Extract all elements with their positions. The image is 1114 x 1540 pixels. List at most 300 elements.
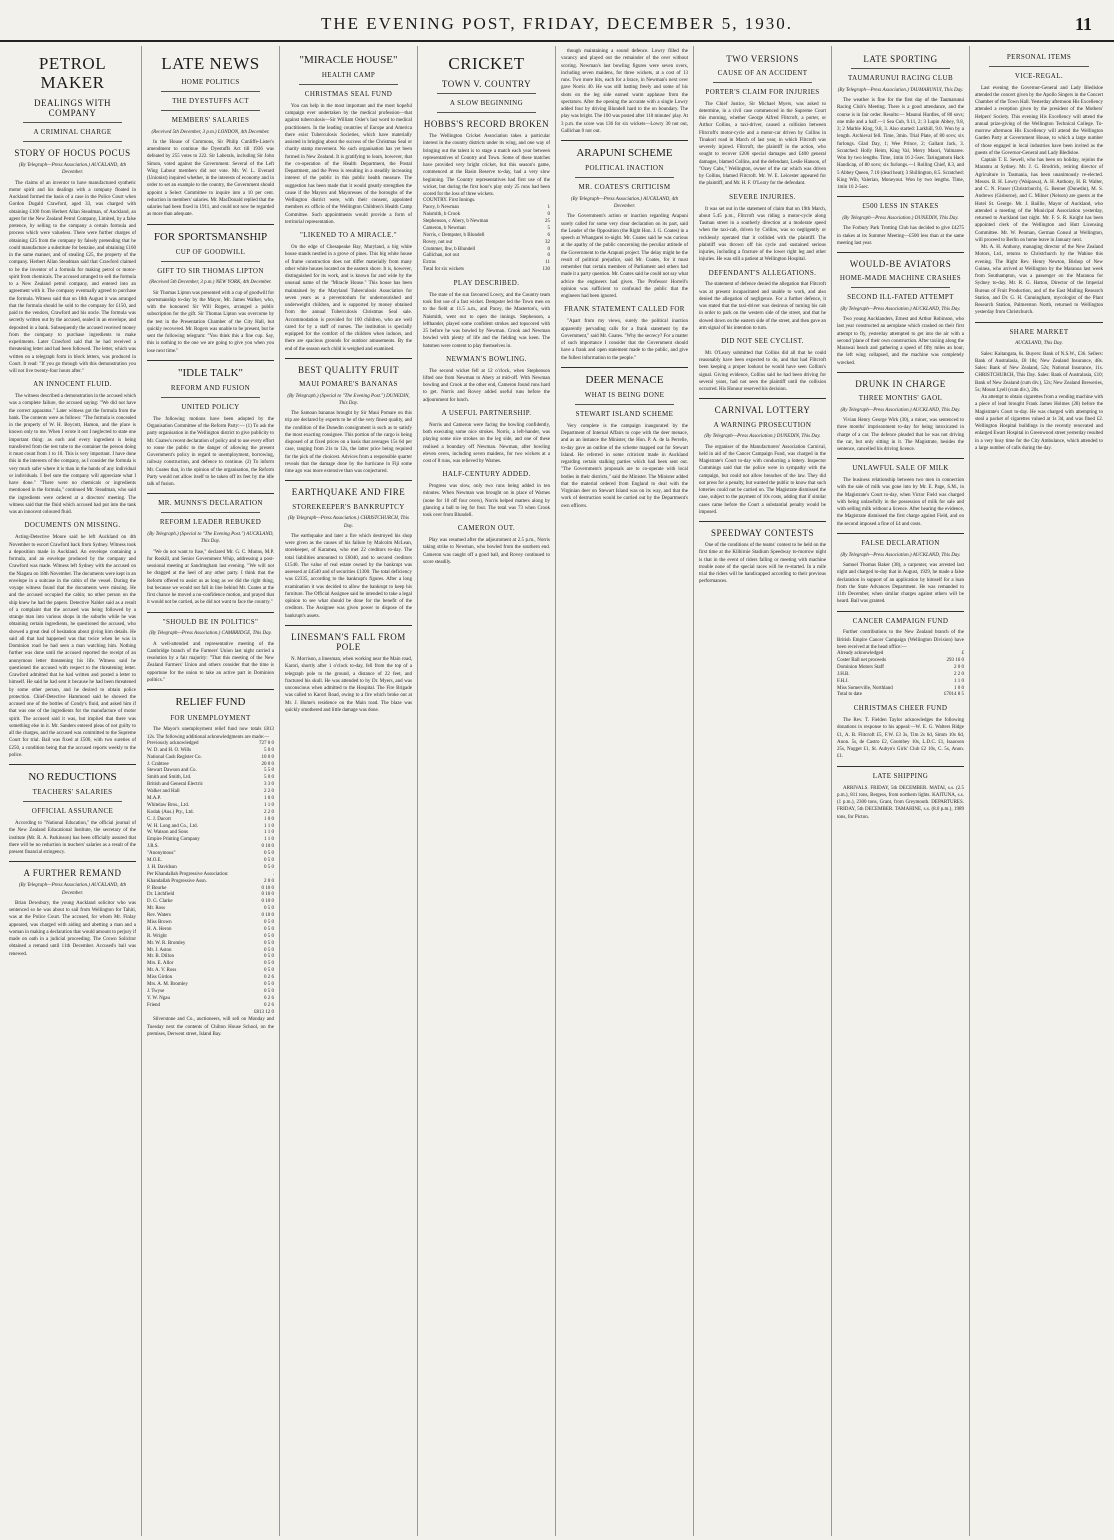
row-value: 0 xyxy=(547,246,550,252)
article-divider xyxy=(699,521,826,522)
article-text: Progress was slow, only two runs being added in ten minutes. When Newman was brought on in place of Warnes (none for 10 off four overs), Norris helped matters along by glancing a ball to leg for four. The total was 73 when Crook took over from Blundell. xyxy=(423,484,550,519)
row-label: Mr. Ross xyxy=(147,906,166,912)
headline: DEER MENACE xyxy=(585,373,664,386)
dateline: (By Telegraph—Press Association.) DUNEDIN, This Day. xyxy=(842,216,959,222)
headline-separator xyxy=(575,177,674,178)
table-row xyxy=(147,1003,274,1010)
row-value: . xyxy=(272,871,274,877)
table-row xyxy=(147,789,274,796)
article-text: The Chief Justice, Sir Michael Myers, was asked to determine, in a civil case commenced in the Supreme Court this morning, whether George Alfred Flitcroft, a porter, or Arthur Collins, a taxi-driver, caused a collision between Flitcroft's motor-cycle and a motor-car driven by Collins in Tinakori road in March of last year, in which Flitcroft was severely injured. Flitcroft, the plaintiff in the action, who sought to recover £206 special damages and £400 general damages, blamed Collins, and the defendant, Leslie Hanson, of "Ozey Cabs," Wellington, owner of the car which was driven by Collins, blamed Flitcroft. Mr. W. E. Leicester appeared for the plaintiff, and Mr. H. F. O'Leary for the defendant. xyxy=(699,101,826,187)
headline: GIFT TO SIR THOMAS LIPTON xyxy=(157,266,264,275)
row-label: Crummer, lbw, b Blundell xyxy=(423,246,476,252)
headline: "MIRACLE HOUSE" xyxy=(299,54,398,66)
table-row xyxy=(147,762,274,769)
row-label: M.O.E. xyxy=(147,857,162,863)
headline: TEACHERS' SALARIES xyxy=(32,788,113,797)
article-divider xyxy=(147,360,274,361)
row-value: 1 1 0 xyxy=(264,837,274,843)
headline: SPEEDWAY CONTESTS xyxy=(710,528,815,539)
row-value: £7014 8 5 xyxy=(944,692,964,698)
article-text: The witness described a demonstration in the accused which was a complete failure, the accused saying: "We did not have the correct apparatus." Later witness got the formula from the bank. The contents were as follows: "The formula is concealed in the property of W. H. Boycott, Hamon, and the place is known only to me. When I wrote it out I neglected to state one important thing: as each and every ingredient is being transferred from the test tube to the container the person doing it must count from 1 to 10. This is very important. I have done this in the interests of the company, as I consider the formula is very much safer where it is than in the hands of any individual or individuals. I feel sure the company will appreciate what I have done." "There were no chemicals or ingredients mentioned in the formula," continued Mr. Steadman, who said the ingredients were ordered at a directors' meeting. The witness said that the fluid which accused had put into the tank was an innocent coloured fluid. xyxy=(9,394,136,516)
table-row xyxy=(147,803,274,810)
row-value: 0 xyxy=(547,253,550,259)
headline: "SHOULD BE IN POLITICS" xyxy=(162,617,259,626)
column-3 xyxy=(280,46,418,1536)
column-7 xyxy=(832,46,970,1536)
table-row xyxy=(147,768,274,775)
article-divider xyxy=(9,764,136,765)
row-label: Whitelaw Bros., Ltd. xyxy=(147,802,190,808)
headline-separator xyxy=(575,404,674,405)
headline: LATE SPORTING xyxy=(863,54,938,64)
table-row xyxy=(147,879,274,886)
row-value: 1 1 0 xyxy=(954,678,964,684)
table-row xyxy=(147,748,274,755)
article-text: Sales: Kaitangata, 6s. Buyers: Bank of N.S.W., £36. Sellers: Bank of Australasia, £8 18s; New Zealand Insurance, 48s. Sales: Bank of New Zealand, 52s; National Insurance, 11s. CHRISTCHURCH, This Day. Sales: Bank of Australasia, £10; Bank of New Zealand (cum div.), 52s; New Zealand Breweries, 5s; Mount Lyell (cum div.), 20s. xyxy=(975,351,1103,393)
article-text: Acting-Detective Moore said he left Auckland on 4th November to escort Crawford back from Sydney. Witness took a deposition made in Auckland. An envelope containing a formula, and an envelope produced by the company and Crawford was made. Witness left Sydney with the accused on the Niagara on 18th November. The documents were kept in an envelope in a suitcase in the cabin of the vessel. During the voyage witness found that the documents were missing. He and the accused occupied the cabin; no other person on the ship knew he had the papers. Detective Nalder said as a result of a complaint that the accused was being followed by a strange man into various shops in the suburbs while he was obtaining certain ingredients, he questioned the accused, who showed a great deal of hesitation about giving him details. He said all that had happened was that twice when he was in Dominion road he had seen a man watching him. Nothing further was done until the accused reported the receipt of an anonymous letter threatening his life. Witness said he questioned the accused with respect to the threatening letter. Crawford admitted that he had written and posted a letter to himself. He said he had sent it because he had been threatened by some other person, and he desired to obtain police protection. Chief-Detective Hammond said he showed the accused one of the bottles of Condy's fluid, and asked him if that was one of the ingredients for the manufacture of motor spirit. The accused said it was, but implied that there was something else in it. Mr. Sanders entered pleas of not guilty to all the charges, and the accused was committed to the Supreme Court for trial. Bail was fixed at £500, with two sureties of £250, a condition being that the accused reports weekly to the police. xyxy=(9,535,136,758)
headline: STORY OF HOCUS POCUS xyxy=(14,148,131,159)
dateline: (By Telegraph—Press Association.) TAUMARUNUI, This Day. xyxy=(837,87,964,93)
headline: WHAT IS BEING DONE xyxy=(584,391,665,400)
headline: CAMERON OUT. xyxy=(457,524,516,533)
headline: MEMBERS' SALARIES xyxy=(171,115,250,124)
table-row xyxy=(147,899,274,906)
row-value: 32 xyxy=(545,239,550,245)
headline: FALSE DECLARATION xyxy=(861,538,940,547)
dateline: (By Telegraph—Press Association.) DUNEDIN, This Day. xyxy=(704,434,821,440)
article-divider xyxy=(9,861,136,862)
headline: A WARNING PROSECUTION xyxy=(713,420,812,429)
article-divider xyxy=(837,458,964,459)
article-text: Samuel Thomas Baker (38), a carpenter, was arrested last night and charged to-day that in August, 1929, he made a false declaration in support of an application by himself for a loan from the State Advances Department. He was remanded to 11th December, when similar charges against others will be heard. Bail was granted. xyxy=(837,563,964,605)
headline: SECOND ILL-FATED ATTEMPT xyxy=(847,293,954,302)
row-value: 0 5 0 xyxy=(264,926,274,932)
row-value: 0 5 0 xyxy=(264,919,274,925)
row-value: 0 5 0 xyxy=(264,906,274,912)
row-label: Mr. W. R. Bromley xyxy=(147,940,186,946)
article-text: The claims of an inventor to have manufactured synthetic motor spirit and his dealings with a company floated in Auckland formed the basis of a case in the Police Court when Gordon Dugald Crawford, aged 33, was charged with obtaining £100 from Herbert Allan Steadman, of Auckland, an agent for the New Zealand Petrol Company, Limited, by a false pretence, by selling to the company a certain formula and process which were valueless. There were further charges of obtaining £25 from the company by falsely pretending that he could manufacture a substitute for benzine, and obtaining £160 in the same manner, and of stealing £25, the property of the company. Herbert Allan Steadman said that Crawford claimed to be the inventor of a formula for making petrol or motor-spirit from chemicals. The accused arranged to sell the formula to a New Zealand petrol company, and entered into an agreement with it. The company eventually agreed to purchase the formula. Witness said that on 18th August it was arranged that the formula should be sold to the company for £150, and paid to the vendors, Crawford and his uncle. The formula was secretly written out by the accused, sealed in an envelope, and deposited in a bank. Subsequently the accused received money from the company to purchase ingredients to make experiments. Later Crawford said that he had received a threatening letter and had been followed. The letter, which was written on a telegraph form in block letters, was produced in Court. It read: "If you go through with this demonstration you will not live twenty-four hours after." xyxy=(9,180,136,375)
table-row xyxy=(147,741,274,748)
row-label: Total for six wickets xyxy=(423,267,464,273)
headline: THREE MONTHS' GAOL xyxy=(858,394,943,403)
article-text: Play was resumed after the adjournment at 2.5 p.m., Norris taking strike to Newman, who bowled from the southern end. Cameron was caught off a good ball, and Rovey continued to score steadily. xyxy=(423,538,550,565)
table-row xyxy=(147,755,274,762)
row-label: Naismith, b Crook xyxy=(423,212,461,218)
table-row xyxy=(147,810,274,817)
headline-separator xyxy=(161,91,260,92)
headline: CAUSE OF AN ACCIDENT xyxy=(717,69,808,78)
table-row xyxy=(423,253,550,260)
page-number: 11 xyxy=(1074,14,1092,34)
headline: LATE NEWS xyxy=(161,54,260,73)
headline-separator xyxy=(161,110,260,111)
headline-separator xyxy=(161,512,260,513)
dateline: (By Telegraph—Press Association.) CHRISTCHURCH, This Day. xyxy=(288,516,409,529)
article-text: The state of the sun favoured Lowry, and the Country team took first use of a fast wicket. Dempster led the Town men on to the field at 11.5 a.m., and Pacey, the Masterton's, with Naismith, went out to open the innings. Stephenson, a lefthander, played some confident strokes and topscored with 25 before he was bowled by Newman. Crook and Newman bowled with plenty of life and the fielding was keen. The batsmen were content to play themselves in. xyxy=(423,292,550,349)
headline: FRANK STATEMENT CALLED FOR xyxy=(564,305,685,314)
table-row xyxy=(837,651,964,658)
table-row xyxy=(147,824,274,831)
row-value: 1 0 0 xyxy=(954,685,964,691)
table-row xyxy=(147,927,274,934)
table-row xyxy=(147,954,274,961)
table-row xyxy=(147,996,274,1003)
headline: DEALINGS WITH COMPANY xyxy=(33,98,112,119)
dateline: (Received 5th December, 3 p.m.) NEW YORK, 4th December. xyxy=(149,280,272,286)
row-label: Total to date xyxy=(837,692,862,698)
column-6 xyxy=(694,46,832,1536)
row-label: W. Watson and Sons xyxy=(147,830,188,836)
table-row xyxy=(147,906,274,913)
headline: SEVERE INJURIES. xyxy=(729,192,796,201)
article-text: Further contributions to the New Zealand branch of the British Empire Cancer Campaign (Wellington Division) have been received at the head office:— xyxy=(837,630,964,650)
headline: POLITICAL INACTION xyxy=(585,164,664,173)
article-divider xyxy=(837,766,964,767)
headline: LINESMAN'S FALL FROM POLE xyxy=(291,631,406,652)
headline: SHARE MARKET xyxy=(1009,327,1069,336)
row-label: D. G. Clarke xyxy=(147,899,173,905)
headline: PORTER'S CLAIM FOR INJURIES xyxy=(705,87,820,96)
table-row xyxy=(423,205,550,212)
row-label: Dr. Litchfield xyxy=(147,892,175,898)
article-divider xyxy=(837,196,964,197)
list-table xyxy=(837,651,964,699)
row-value: 1 0 0 xyxy=(264,816,274,822)
dateline: (By Telegraph—Press Association.) AUCKLAND, 4th December. xyxy=(570,196,679,210)
article-text: On the edge of Chesapeake Bay, Maryland, a big white house stands nestled in a grove of pines. This big white house of frame construction does not differ materially from many other white houses located on the eastern shore. It is, however, distinguished for its work, and is known far and wide by the unusual name of the "Miracle House." This house has been maintained by the Maryland Tuberculosis Association for seven years as a preventorium for undernourished and underweight children, and is supported by money obtained from the annual Tuberculosis Christmas Seal sale. Accommodation is provided for 100 children, who are well cared for by a staff of nurses. The institution is specially equipped for the comfort of the children when indoors, and there are spacious grounds for outdoor amusements. By the end of the season each child is weighed and examined. xyxy=(285,245,412,352)
row-label: Mr. J. Aston xyxy=(147,947,172,953)
row-value: 11 xyxy=(545,260,550,266)
article-text: You can help in the most important and the most hopeful campaign ever undertaken by the medical profession—that against tuberculosis—Sir William Osler's last word to medical practitioners. In the leading countries of Europe and America there exist Tuberculosis Societies, which have materially assisted in bringing about the success of the Christmas Seal or charity stamp movement. No such organisation has yet been formed in New Zealand. It is gratifying to learn, however, that the co-operation of the Health Department, the Postal Department, and the Press is resulting in a steadily increasing interest of the public in this public health measure. The suggestion has been made that it would greatly strengthen the cause if the Mayors and Mayoresses of the boroughs of the Wellington district were, with their consent, appointed members ex officio of the Wellington Children's Health Camp Committee. Such appointments would provide a form of territorial representation. xyxy=(285,103,412,225)
headline: DEFENDANT'S ALLEGATIONS. xyxy=(708,268,817,277)
headline-separator xyxy=(299,84,398,85)
row-label: Dominion Motors Staff xyxy=(837,664,884,670)
row-label: Mr. A. V. Ross xyxy=(147,968,177,974)
headline: EARTHQUAKE AND FIRE xyxy=(291,487,406,498)
table-row xyxy=(147,989,274,996)
row-value: 0 5 0 xyxy=(264,988,274,994)
row-value: 1 1 0 xyxy=(264,823,274,829)
table-row xyxy=(837,658,964,665)
table-row xyxy=(147,968,274,975)
article-divider xyxy=(975,322,1103,323)
row-value: 0 5 0 xyxy=(264,954,274,960)
row-label: W. H. Long and Co., Ltd. xyxy=(147,823,198,829)
row-label: H. A. Heron xyxy=(147,926,172,932)
row-label: Miss Somerville, Northland xyxy=(837,685,893,691)
row-value: 2 2 0 xyxy=(264,809,274,815)
row-value: 1 1 0 xyxy=(264,830,274,836)
table-row xyxy=(147,858,274,865)
article-text: The Rev. T. Fielden Taylor acknowledges the following donations in response to his appeal:—W. E. G. Walters Ridge £1, A. B. Flitcroft £5, F.W. £3 3s, Tim 2s 6d, Simm 10s 6d, Anon. 5s, de Castro £2, Coombey 10s, L.D.C. £1, Isaacson 25s, Nugget £1, St. Aubyn's Girls' Club £2 10s, C. 5s, Anon. £1. xyxy=(837,718,964,760)
headline: DOCUMENTS ON MISSING. xyxy=(24,521,121,530)
row-value: 1 1 0 xyxy=(264,802,274,808)
row-label: Mrs. E. Allor xyxy=(147,961,174,967)
table-row xyxy=(147,934,274,941)
headline: LATE SHIPPING xyxy=(872,771,929,780)
headline: ARAPUNI SCHEME xyxy=(576,147,673,159)
headline: REFORM AND FUSION xyxy=(170,384,251,393)
table-row xyxy=(147,872,274,879)
article-text: The second wicket fell at 12 o'clock, when Stephenson lifted one from Newman to Abery at mid-off. With Newman bowling and Crook at the other end, Cameron found runs hard to get. Norris and Rovey added useful runs before the adjournment for lunch. xyxy=(423,368,550,403)
headline: FOR UNEMPLOYMENT xyxy=(170,713,251,722)
row-label: J. Crabtree xyxy=(147,761,169,767)
headline: CANCER CAMPAIGN FUND xyxy=(852,616,949,625)
row-label: Miss Girdon xyxy=(147,975,173,981)
article-text: N. Morrison, a linesman, when working near the Main road, Karori, shortly after 1 o'clock to-day, fell from the top of a telegraph pole to the ground, a distance of 22 feet, and fractured his skull. He was attended to by Dr. Myers, and was unconscious when admitted to the Hospital. The Fire Brigade was called to Karori Road, owing to a fire which broke out at Mr. J. Hume's residence on the Main road. The blaze was quickly smothered and little damage was done. xyxy=(285,657,412,713)
row-value: 0 2 6 xyxy=(264,975,274,981)
headline: "LIKENED TO A MIRACLE." xyxy=(299,231,398,240)
table-row xyxy=(837,679,964,686)
headline: A CRIMINAL CHARGE xyxy=(33,128,112,137)
headline-separator xyxy=(161,397,260,398)
column-4 xyxy=(418,46,556,1536)
dateline: (Received 5th December, 3 p.m.) LONDON, 4th December. xyxy=(151,129,270,135)
row-value: 5 xyxy=(547,225,550,231)
headline-separator xyxy=(23,122,122,123)
row-label: Previously acknowledged xyxy=(147,740,199,746)
headline: MR. COATES'S CRITICISM xyxy=(578,183,671,192)
headline-separator xyxy=(437,93,536,94)
row-value: 0 10 0 xyxy=(261,885,274,891)
row-label: F.H.J. xyxy=(837,678,849,684)
row-value: 0 5 0 xyxy=(264,961,274,967)
masthead xyxy=(0,0,1114,42)
row-value: 0 10 0 xyxy=(261,899,274,905)
row-value: 2 0 0 xyxy=(954,664,964,670)
dateline: (By Telegraph—Press Association.) AUCKLAND, This Day. xyxy=(840,306,961,312)
article-text: Brian Dewsbury, the young Auckland solicitor who was sentenced so he was about to sail from Wellington for Tahiti, was at the Police Court. The accused, for whom Mr. Finlay appeared, was charged with aiding and abetting a man and a woman in making a declaration that would amount to perjury if made on oath in a judicial proceeding. The Crown Solicitor obtained a remand until 11th December. Accused's bail was renewed. xyxy=(9,900,136,957)
headline: PLAY DESCRIBED. xyxy=(453,279,520,288)
table-row xyxy=(837,692,964,699)
row-label: Rev. Waters xyxy=(147,913,171,919)
article-text: A well-attended and representative meeting of the Cambridge branch of the Farmers' Union last night carried a resolution by a fair majority: "That this meeting of the New Zealand Farmers' Union and others consider that the time is opportune for the union to take an active part in Dominion politics." xyxy=(147,641,274,683)
table-row xyxy=(147,865,274,872)
row-label: Extras xyxy=(423,260,436,266)
headline-separator xyxy=(851,68,950,69)
headline: UNLAWFUL SALE OF MILK xyxy=(852,464,949,473)
article-text: The Mayor's unemployment relief fund now totals £813 12s. The following additional acknowledgments are made:— xyxy=(147,727,274,740)
headline: A FURTHER REMAND xyxy=(23,868,122,879)
article-text: The weather is fine for the first day of the Taumarunui Racing Club's Meeting. There is a good attendance, and the course is in fair order. Results:— Maunui Hurdles, of 80 sovs; one mile and a half.—1 Sea Cub, 9.11, 2; 3 Lupin Abbey, 9.8, 3; 2 Marble King, 9.8, 3. Also started: Larkhill, 9.0. Won by a length. Archieval fell. Time, 3min. Trial Plate, of 80 sovs; six furlongs. Glad Day, 1; Wee Prince, 2; Gallant Jack, 3. Scratched: Holly Heim, King Val, Merry Maori, Valmaree. Won by two lengths. Time, 1min 16 2-5sec. Taringamotu Hack Handicap, of 80 sovs; six furlongs.—1 Rolling Chief, 8.3, and 5 Abbey Queen, 7.10 (dead heat); 3 Shillington, 8.5. Scratched: King Wib, Valerian, Moneyout. Won by two lengths. Time, 1min 16 2-5sec. xyxy=(837,98,964,191)
row-value: 25 xyxy=(545,218,550,224)
headline: FOR SPORTSMANSHIP xyxy=(153,230,268,243)
row-value: 5 0 0 xyxy=(264,775,274,781)
row-label: P. Bourke xyxy=(147,885,167,891)
article-text: "We do not want to fuse," declared Mr. G. C. Munns, M.P. for Roskill, and Senior Government Whip, addressing a post-sessional meeting at Sandringham last evening. "We will not be dragged at the heel of any other party. I think that the Reform offered to assist us as long as we did the right thing, but because we would not fall in line behind Mr. Coates at the first chance he moved a no-confidence motion, and prayed that it would not be carried, as he did not want to face the country." xyxy=(147,549,274,606)
headline: CHRISTMAS SEAL FUND xyxy=(304,90,393,99)
article-divider xyxy=(561,367,688,368)
row-value: 0 5 0 xyxy=(264,940,274,946)
row-label: Pacey, b Newman xyxy=(423,205,459,211)
row-value: 0 5 0 xyxy=(264,851,274,857)
table-row xyxy=(423,233,550,240)
table-row xyxy=(423,240,550,247)
row-value: 0 5 0 xyxy=(264,947,274,953)
row-label: Y. W. Ngau xyxy=(147,995,170,1001)
article-divider xyxy=(837,611,964,612)
headline: TOWN V. COUNTRY xyxy=(441,79,532,90)
row-label: Norris, c Dempster, b Blundell xyxy=(423,232,485,238)
article-text: The Samoan bananas brought by Sir Maui Pomare on this trip are declared by experts to be of the very finest quality, and the condition of the Dunedin consignment is such as to satisfy the most exacting consignee. This portion of the cargo is being disposed of at fixed prices on a basis that averages 15s 6d per case, ranging from 21s to 12s, the latter price being required for the pick of the choicest. Advices from a responsible quarter reveals that the damage done by the hurricane in Fiji some time ago was more extensive than was conjectured. xyxy=(285,411,412,475)
row-value: £813 12 0 xyxy=(254,1009,274,1015)
headline: HALF-CENTURY ADDED. xyxy=(442,470,531,479)
row-value: 0 5 0 xyxy=(264,864,274,870)
dateline: (By Telegraph—Press Association.) AUCKLAND, This Day. xyxy=(840,552,961,558)
article-text: Norris and Cameron were facing the bowling confidently, both executing some nice strokes. Norris, a left-hander, was playing some nice strokes on the leg side, and one of these realised a boundary off Newman. Newman, after bowling eleven overs, including seven maidens, for two wickets at a cost of 8 runs, was relieved by Warnes. xyxy=(423,422,550,465)
table-row xyxy=(147,948,274,955)
article-divider xyxy=(147,612,274,613)
table-row xyxy=(147,782,274,789)
row-value: 0 2 6 xyxy=(264,1002,274,1008)
row-label: Coster Ball net proceeds xyxy=(837,658,887,663)
row-label: Rovey, not out xyxy=(423,239,453,245)
row-label: Gallichan, not out xyxy=(423,253,459,259)
table-row xyxy=(147,844,274,851)
row-label: Empire Printing Company xyxy=(147,837,200,843)
headline: RELIEF FUND xyxy=(175,696,246,709)
article-text: The Government's action or inaction regarding Arapuni surely called for some very clear declaration on its part, said the Leader of the Opposition (the Right Hon. J. G. Coates) in a speech at Whangarei to-night. Mr. Coates said he was curious at the apathy of the public concerning the peculiar attitude of the Government to the Arapuni project. The delay might be the result of political prejudice, said Mr. Coates, for it must remember that certain members of Parliament and others had made it a party question. Mr. Coates said he could not say what advice the engineers had given. The Professor Horrell's opinion was sufficient to confound the public that the engineers had been ignored. xyxy=(561,214,688,300)
headline: STOREKEEPER'S BANKRUPTCY xyxy=(292,502,405,511)
headline: "IDLE TALK" xyxy=(177,366,244,379)
table-row xyxy=(423,219,550,226)
article-text: The earthquake and later a fire which destroyed his shop were given as the causes of his failure by Malcolm McLean, storekeeper, of Karamea, who met 22 creditors to-day. The total liabilities amounted to £6040, and to secured creditors £1540. The value of real estate owned by the bankrupt was assessed at £4540 and of securities £1300. The total deficiency was £2335, according to the bankrupt's figures. After a long examination it was decided to allow the bankrupt to keep his furniture. The Official Assignee said he intended to take a legal opinion to see what should be done for the benefit of the creditors. The Assignee was given power to dispose of the bankrupt's assets. xyxy=(285,533,412,619)
article-divider xyxy=(285,480,412,481)
row-value: 0 2 6 xyxy=(264,995,274,1001)
dateline: (By Telegraph—Press Association.) CAMBRIDGE, This Day. xyxy=(149,631,272,637)
article-text: The following motions have been adopted by the Organisation Committee of the Reform Party:— (1) To ask the party organisation in the Wellington district to give publicity to Mr. Coates's recent declaration of policy and to use every effort to rouse the public to the danger of allowing the present Government's policy in regard to unemployment, borrowing, railway construction, and defence to continue. (2) To inform Mr. Coates that, in the opinion of the organisation, the Reform Party would not allow itself to be taken off its feet by the idle talk of fusion. xyxy=(147,416,275,488)
list-table xyxy=(423,198,550,274)
article-divider xyxy=(561,140,688,141)
headline: CUP OF GOODWILL xyxy=(175,247,246,256)
article-text: ARRIVALS. FRIDAY, 5th DECEMBER. MATAI, s.s. (2.5 p.m.), 811 tons, Bergess, from northern lights. KAITUNA, s.s. (1 p.m.), 2300 tons, Grant, from Greymouth. DEPARTURES. FRIDAY, 5th DECEMBER. TAMAHINE, s.s. (8.0 p.m.), 1989 tons, for Picton. xyxy=(837,785,964,820)
table-row xyxy=(147,775,274,782)
headline: HEALTH CAMP xyxy=(321,71,376,80)
article-divider xyxy=(285,358,412,359)
headline-separator xyxy=(851,287,950,288)
row-value: 10 0 0 xyxy=(261,754,274,760)
article-divider xyxy=(147,689,274,690)
row-label: M.A.P. xyxy=(147,795,162,801)
row-value: 727 0 0 xyxy=(259,740,274,746)
newspaper-title: THE EVENING POST, FRIDAY, DECEMBER 5, 1930. xyxy=(321,14,793,33)
row-label: Mrs. A. M. Bromley xyxy=(147,982,188,987)
row-label: Walker and Hall xyxy=(147,789,180,795)
headline: BEST QUALITY FRUIT xyxy=(298,364,399,375)
dateline: (By Telegraph.) (Special to "The Evening Post.") AUCKLAND, This Day. xyxy=(147,532,274,545)
row-label: Stephenson, c Abery, b Newman xyxy=(423,218,489,224)
article-divider xyxy=(837,372,964,373)
table-row xyxy=(837,686,964,693)
headline: NEWMAN'S BOWLING. xyxy=(446,354,527,363)
headline: £500 LESS IN STAKES xyxy=(862,202,939,211)
row-value: 5 0 0 xyxy=(264,747,274,753)
row-label: Kodak (Aus.) Pty., Ltd. xyxy=(147,809,194,815)
headline: STEWART ISLAND SCHEME xyxy=(575,409,674,418)
article-text: Captain T. E. Sewell, who has been on holiday, rejoins the Maramu at Sydney. Mr. J. G. Brodrick, retiring director of Agriculture in Tasmania, has been unanimously re-elected. Messrs. B. H. Lowry (Waipawa), A. H. Anthony, H. B. Walter, and C. N. Fraser (Christchurch), G. Bennet (Dunedin), M. S. Andrews (Gisborne), and C. Milner (Nelson) are guests at the Hotel St. George. Mr. J. Baillie, Mayor of Auckland, who attended a meeting of the Municipal Association yesterday, returned to Auckland last night. Mr. F. S. R. Knight has been appointed clerk of the Wellington and Hutt Licensing Committee. Mr. W. Penman, German Consul at Wellington, will proceed to Berlin on home leave in January next. xyxy=(975,158,1103,243)
row-value: 3 3 0 xyxy=(264,782,274,788)
headline: UNITED POLICY xyxy=(181,403,240,412)
headline: MR. MUNNS'S DECLARATION xyxy=(158,499,263,508)
article-divider xyxy=(285,625,412,626)
table-row xyxy=(147,1010,274,1017)
article-text: The business relationship between two men in connection with the sale of milk was gone into by Mr. E. Page, S.M., in the Magistrate's Court to-day, when Victor Field was charged with being unlawfully in the possession of milk for sale and with selling milk without a licence. After hearing the evidence, the Magistrate dismissed the first charge against Field, and on the second imposed a fine of £4 and costs. xyxy=(837,478,964,527)
article-text: In the House of Commons, Sir Philip Cunliffe-Lister's amendment to continue the Dyestuffs Act till 1936 was defeated by 255 votes to 222. Sir Laberals, including Sir John Simon, voted against the Government. Several of the Left Wing Labour members did not vote. Mr. W. L. Everard (Unionist) inquired whether, in the interests of economy and in order to set an example to the country, the Government should appoint a Select Committee to inquire into a 10 per cent. reduction in members' salaries. Mr. MacDonald replied that the salaries had been fixed in 1911, and could not now be regarded as more than adequate. xyxy=(147,139,274,218)
table-row xyxy=(147,961,274,968)
row-value: 1 xyxy=(547,205,550,211)
table-row xyxy=(423,247,550,254)
row-label: J.R.S. xyxy=(147,844,159,850)
headline: CARNIVAL LOTTERY xyxy=(714,405,811,416)
row-label: "Anonymous" xyxy=(147,851,176,857)
row-value: 1 0 0 xyxy=(264,795,274,801)
table-row xyxy=(147,941,274,948)
headline: HOBBS'S RECORD BROKEN xyxy=(423,118,550,129)
row-value: 0 5 0 xyxy=(264,982,274,987)
headline: HOME POLITICS xyxy=(181,78,240,87)
column-8 xyxy=(970,46,1108,1536)
article-text: Very complete is the campaign inaugurated by the Department of Internal Affairs to cope with the deer menace, and as an instance the Minister, the Hon. P. A. de la Perrelle, to-day gave an outline of the scheme mapped out for Stewart Island. He referred in some criticism made in Auckland regarding certain stalking parties which had been sent out. "The Government's proposals are to co-operate with local bodies in their districts," said the Minister. The Minister added that the material ordered from England to deal with the Virginian deer on Stewart Island was on its way, and that the work of destruction would be carried out by the Department's own officers. xyxy=(561,423,688,509)
row-value: 6 xyxy=(547,232,550,238)
table-row xyxy=(147,892,274,899)
table-row xyxy=(147,830,274,837)
column-5 xyxy=(556,46,694,1536)
article-text: Sir Thomas Lipton was presented with a cup of goodwill for sportsmanship to-day by the Mayor, Mr. James Walker, who, with the honoured Sir Will Rogers, arranged a public subscription for the gift. Sir Thomas Lipton was overcome by the test in the Presentation Chamber of the City Hall, but quickly recovered. Mr. Rogers was unable to be present, but he sent the following telegram: "You think this a fine cup. Say, this is nothing to the one we are going to give you when you lose next time." xyxy=(147,290,274,354)
article-text: The statement of defence denied the allegation that Flitcroft was at present incapacitated and unable to work, and also denied the allegation of negligence. For a further defence, it was stated that the taxi-driver was desirous of turning his cab in order to park on the western side of the street, and that he slowed down on the eastern side of the street, and then gave an arm signal of his intention to turn. xyxy=(699,282,826,331)
headline: A USEFUL PARTNERSHIP. xyxy=(441,408,532,417)
article-divider xyxy=(837,252,964,253)
row-label: British and General Electric xyxy=(147,782,203,788)
headline: THE DYESTUFFS ACT xyxy=(172,96,249,105)
headline: DRUNK IN CHARGE xyxy=(855,378,946,389)
row-value: 0 xyxy=(547,212,550,218)
row-label: Mr. B. Dillon xyxy=(147,954,174,960)
article-divider xyxy=(699,398,826,399)
row-value: 0 5 0 xyxy=(264,968,274,974)
row-value: 2 2 0 xyxy=(264,789,274,795)
row-label: National Cash Register Co. xyxy=(147,754,202,760)
article-text: "Apart from my views, surely the political inaction apparently pervading calls for a frank statement by the Government," said Mr. Coates. "Why the secrecy? For a matter of such importance I consider that the Government should have a frank and open statement made to the public, and give the fullest information to the people." xyxy=(561,319,688,361)
article-text: Two young Aucklanders, Ernest and Arthur Robinson, who last year constructed an aeroplane which crashed on their first attempt to fly, yesterday attempted to get into the air with a second 'plane of their own construction. After taxiing along the Marawai beach and gathering a speed of fifty miles an hour, the left wing collapsed, and the machine was completely wrecked. xyxy=(837,317,964,366)
headline-separator xyxy=(23,141,122,142)
table-row xyxy=(147,796,274,803)
article-text: According to "National Education," the official journal of the New Zealand Educational Institute, the secretary of the institute (Mr. R. A. Parkinson) has been officially assured that there will be no reduction in teachers' salaries as a result of the present financial stringency. xyxy=(9,821,136,855)
headline: AN INNOCENT FLUID. xyxy=(33,380,112,389)
article-text: Last evening the Governor-General and Lady Bledisloe attended the concert given by the Apollo Singers in the Concert Chamber of the Town Hall. Yesterday afternoon His Excellency attended a reception given by the president of the Mothers' Helpers' Society. This evening His Excellency will attend the annual prize-giving of the Wellington Technical College. To-morrow afternoon His Excellency will attend the Wellington Garden Party at Government House, to which a large number of those engaged in local industries have been invited as the guests of the Governor-General and Lady Bledisloe. xyxy=(975,85,1103,156)
article-divider xyxy=(837,533,964,534)
row-label: C. J. Dacort xyxy=(147,816,171,822)
row-label: J.H.B. xyxy=(837,671,850,677)
article-text: The Forbury Park Trotting Club has decided to give £4275 in stakes at its Summer Meeting—£500 less than at the same meeting last year. xyxy=(837,226,964,246)
table-row xyxy=(147,982,274,989)
row-value: £ xyxy=(961,651,964,657)
row-label: J. H. Davidson xyxy=(147,864,177,870)
dateline: (By Telegraph.) (Special to "The Evening Post.") DUNEDIN, This Day. xyxy=(287,393,410,406)
newspaper-columns xyxy=(4,46,1110,1536)
article-text: Mr. A. H. Anthony, managing director of the New Zealand Motors, Ltd., returns to Christchurch by the Wahine this evening. The Right Rev. Henry Newton, Bishop of New Guinea, who arrived at Wellington by the Maranoa last week from Southampton, was a passenger on the Maranoa for Sydney to-day. Mr. R. G. Hatton, Director of the Imperial Bureau of Fruit Production, and of the East Malling Research Station, and Dr. G. H. Cunningham, mycologist of the Plant Research Station, Palmerston North, returned to Wellington yesterday from Christchurch. xyxy=(975,245,1103,316)
headline: OFFICIAL ASSURANCE xyxy=(31,807,114,816)
headline: MAUI POMARE'S BANANAS xyxy=(299,379,398,388)
table-row xyxy=(147,975,274,982)
row-value: 0 5 0 xyxy=(264,857,274,863)
headline: NO REDUCTIONS xyxy=(28,771,117,784)
headline: DID NOT SEE CYCLIST. xyxy=(721,337,804,346)
row-label: Per Khandallah Progressive Association: xyxy=(147,871,229,877)
column-1 xyxy=(4,46,142,1536)
table-row xyxy=(147,886,274,893)
table-row xyxy=(147,913,274,920)
table-row xyxy=(147,837,274,844)
